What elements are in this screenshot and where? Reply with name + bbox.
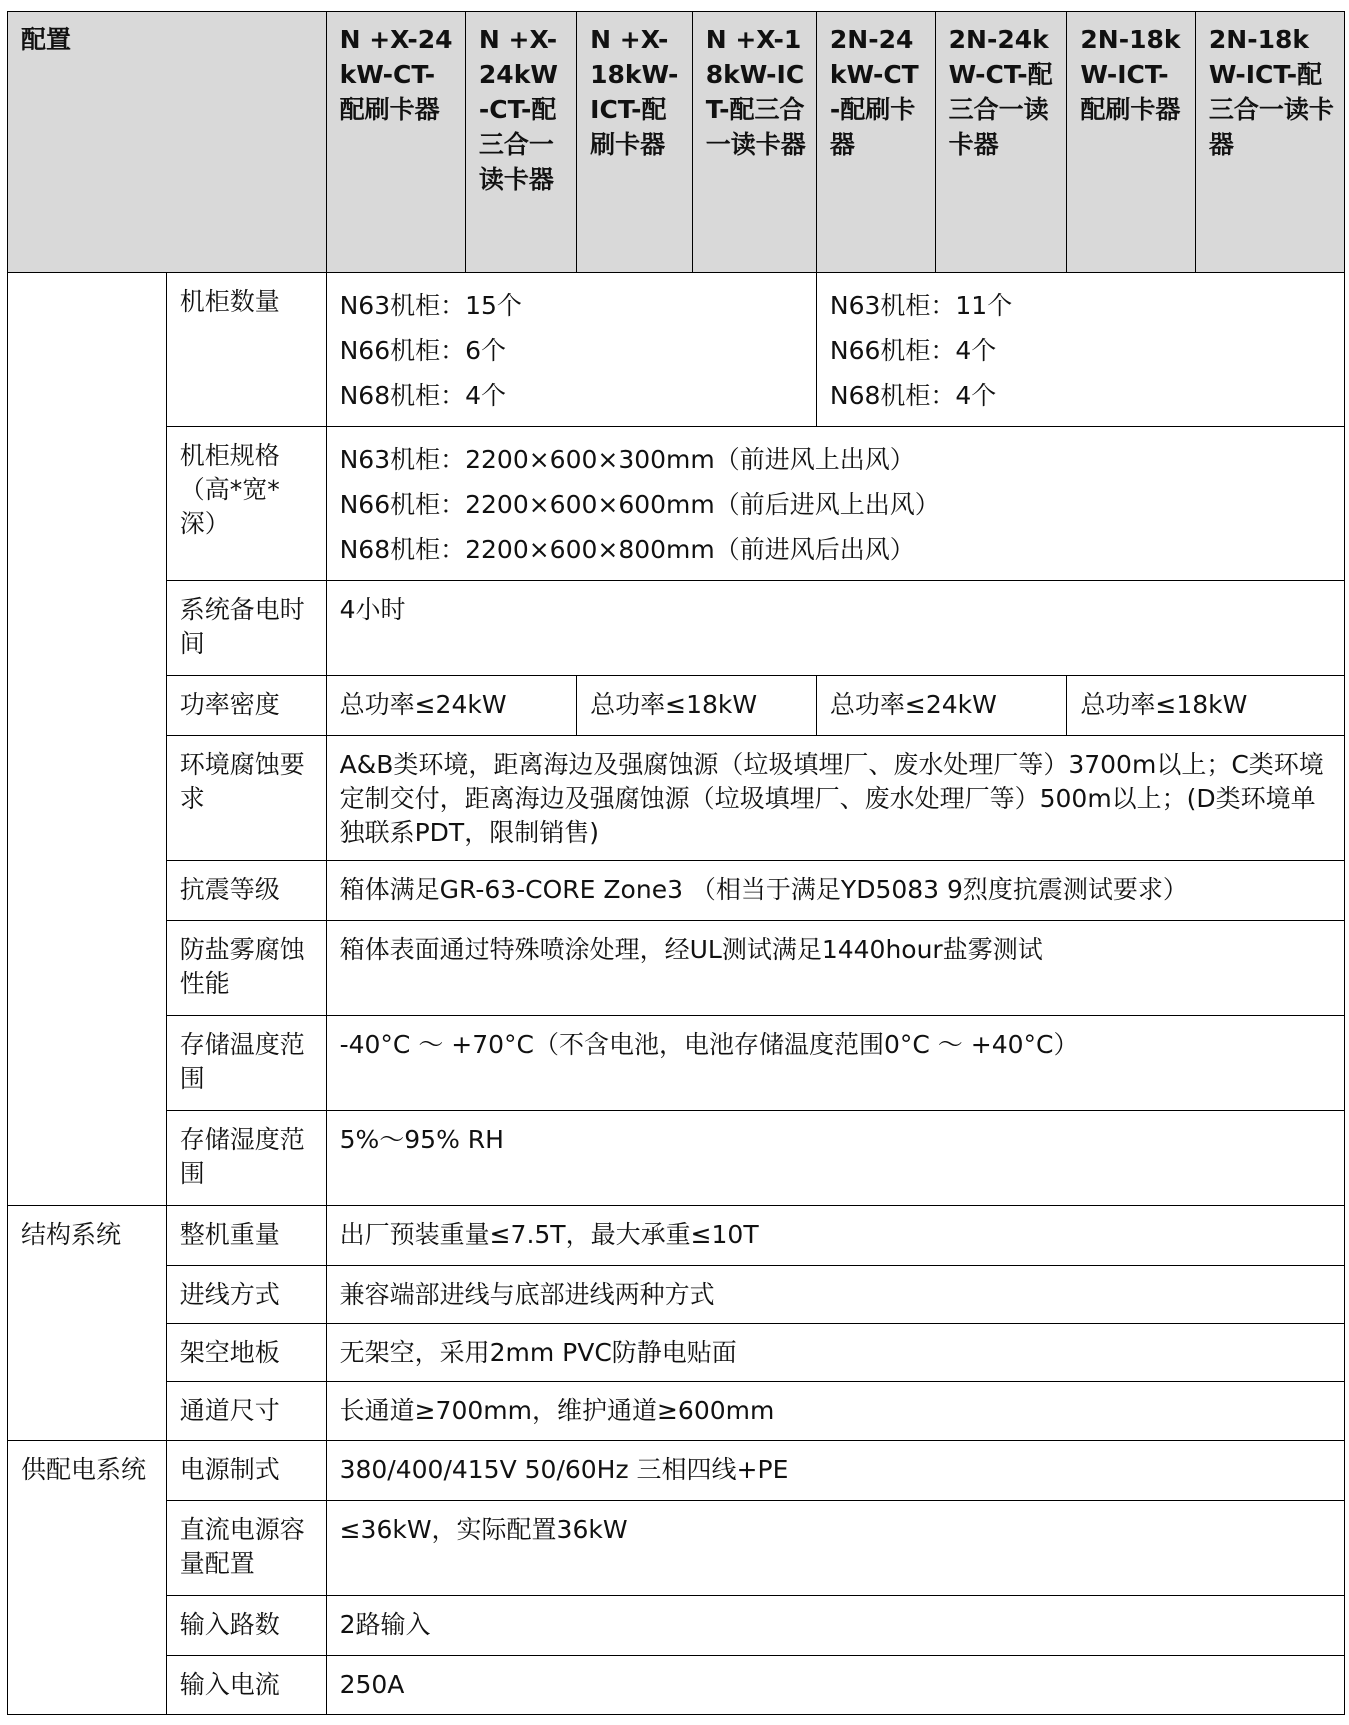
header-config: 配置 (8, 12, 327, 273)
cabinet-count-nx-n63: N63机柜：15个 (339, 291, 522, 320)
header-col-7: 2N-18kW-ICT-配刷卡器 (1067, 12, 1196, 273)
label-cabinet-count: 机柜数量 (166, 273, 326, 427)
power-density-2n-18: 总功率≤18kW (1067, 676, 1345, 736)
aisle-value: 长通道≥700mm，维护通道≥600mm (326, 1382, 1344, 1441)
row-inputs (8, 1596, 1345, 1656)
header-col-6: 2N-24kW-CT-配三合一读卡器 (935, 12, 1067, 273)
header-row (8, 12, 1345, 273)
cabinet-count-2n-n63: N63机柜：11个 (829, 291, 1013, 320)
label-corrosion: 环境腐蚀要求 (166, 736, 326, 861)
label-input-current: 输入电流 (166, 1656, 326, 1715)
power-density-nx-18: 总功率≤18kW (577, 676, 817, 736)
label-seismic: 抗震等级 (166, 861, 326, 921)
cabinet-count-2n-n66: N66机柜：4个 (829, 336, 997, 365)
salt-fog-value: 箱体表面通过特殊喷涂处理，经UL测试满足1440hour盐雾测试 (326, 921, 1344, 1016)
config-table (7, 11, 1345, 1715)
header-col-5: 2N-24kW-CT-配刷卡器 (816, 12, 935, 273)
label-aisle: 通道尺寸 (166, 1382, 326, 1441)
row-weight (8, 1206, 1345, 1266)
row-corrosion (8, 736, 1345, 861)
row-dc-capacity (8, 1501, 1345, 1596)
power-system-value: 380/400/415V 50/60Hz 三相四线+PE (326, 1441, 1344, 1501)
dc-capacity-value: ≤36kW，实际配置36kW (326, 1501, 1344, 1596)
row-input-current (8, 1656, 1345, 1715)
label-storage-humidity: 存储湿度范围 (166, 1111, 326, 1206)
power-density-nx-24: 总功率≤24kW (326, 676, 577, 736)
cabinet-spec-n63: N63机柜：2200×600×300mm（前进风上出风） (339, 445, 915, 474)
row-cabinet-count (8, 273, 1345, 427)
row-storage-temp (8, 1016, 1345, 1111)
row-power-density (8, 676, 1345, 736)
corrosion-value: A&B类环境，距离海边及强腐蚀源（垃圾填埋厂、废水处理厂等）3700m以上；C类环境定制交付，距离海边及强腐蚀源（垃圾填埋厂、废水处理厂等）500m以上；(D类环境单独联系PDT，限制销售) (326, 736, 1344, 861)
header-col-8: 2N-18kW-ICT-配三合一读卡器 (1195, 12, 1344, 273)
row-cable-entry (8, 1266, 1345, 1324)
row-backup-time (8, 581, 1345, 676)
floor-value: 无架空，采用2mm PVC防静电贴面 (326, 1324, 1344, 1382)
label-cable-entry: 进线方式 (166, 1266, 326, 1324)
label-power-system: 电源制式 (166, 1441, 326, 1501)
seismic-value: 箱体满足GR-63-CORE Zone3 （相当于满足YD5083 9烈度抗震测试要求） (326, 861, 1344, 921)
row-cabinet-spec (8, 427, 1345, 581)
row-floor (8, 1324, 1345, 1382)
label-backup-time: 系统备电时间 (166, 581, 326, 676)
backup-time-value: 4小时 (326, 581, 1344, 676)
input-current-value: 250A (326, 1656, 1344, 1715)
cabinet-count-nx-n68: N68机柜：4个 (339, 381, 507, 410)
row-storage-humidity (8, 1111, 1345, 1206)
cabinet-spec-n66: N66机柜：2200×600×600mm（前后进风上出风） (339, 490, 940, 519)
header-col-4: N +X-18kW-ICT-配三合一读卡器 (692, 12, 816, 273)
label-cabinet-spec: 机柜规格（高*宽*深） (166, 427, 326, 581)
cable-entry-value: 兼容端部进线与底部进线两种方式 (326, 1266, 1344, 1324)
header-col-2: N +X-24kW-CT-配三合一读卡器 (465, 12, 576, 273)
label-storage-temp: 存储温度范围 (166, 1016, 326, 1111)
row-aisle (8, 1382, 1345, 1441)
cabinet-spec-value (326, 427, 1344, 581)
label-power-density: 功率密度 (166, 676, 326, 736)
header-col-3: N +X-18kW-ICT-配刷卡器 (577, 12, 693, 273)
row-salt-fog (8, 921, 1345, 1016)
cabinet-spec-n68: N68机柜：2200×600×800mm（前进风后出风） (339, 535, 915, 564)
cabinet-count-nx-n66: N66机柜：6个 (339, 336, 507, 365)
row-power-system (8, 1441, 1345, 1501)
cabinet-count-2n (816, 273, 1344, 427)
label-salt-fog: 防盐雾腐蚀性能 (166, 921, 326, 1016)
storage-temp-value: -40°C ～ +70°C（不含电池，电池存储温度范围0°C ～ +40°C） (326, 1016, 1344, 1111)
header-col-1: N +X-24kW-CT-配刷卡器 (326, 12, 465, 273)
label-inputs: 输入路数 (166, 1596, 326, 1656)
storage-humidity-value: 5%～95% RH (326, 1111, 1344, 1206)
label-floor: 架空地板 (166, 1324, 326, 1382)
weight-value: 出厂预装重量≤7.5T，最大承重≤10T (326, 1206, 1344, 1266)
group-structure: 结构系统 (8, 1206, 167, 1441)
label-dc-capacity: 直流电源容量配置 (166, 1501, 326, 1596)
group-blank-cell (8, 273, 167, 1206)
inputs-value: 2路输入 (326, 1596, 1344, 1656)
label-weight: 整机重量 (166, 1206, 326, 1266)
power-density-2n-24: 总功率≤24kW (816, 676, 1067, 736)
cabinet-count-2n-n68: N68机柜：4个 (829, 381, 997, 410)
row-seismic (8, 861, 1345, 921)
group-power: 供配电系统 (8, 1441, 167, 1715)
cabinet-count-nx (326, 273, 816, 427)
